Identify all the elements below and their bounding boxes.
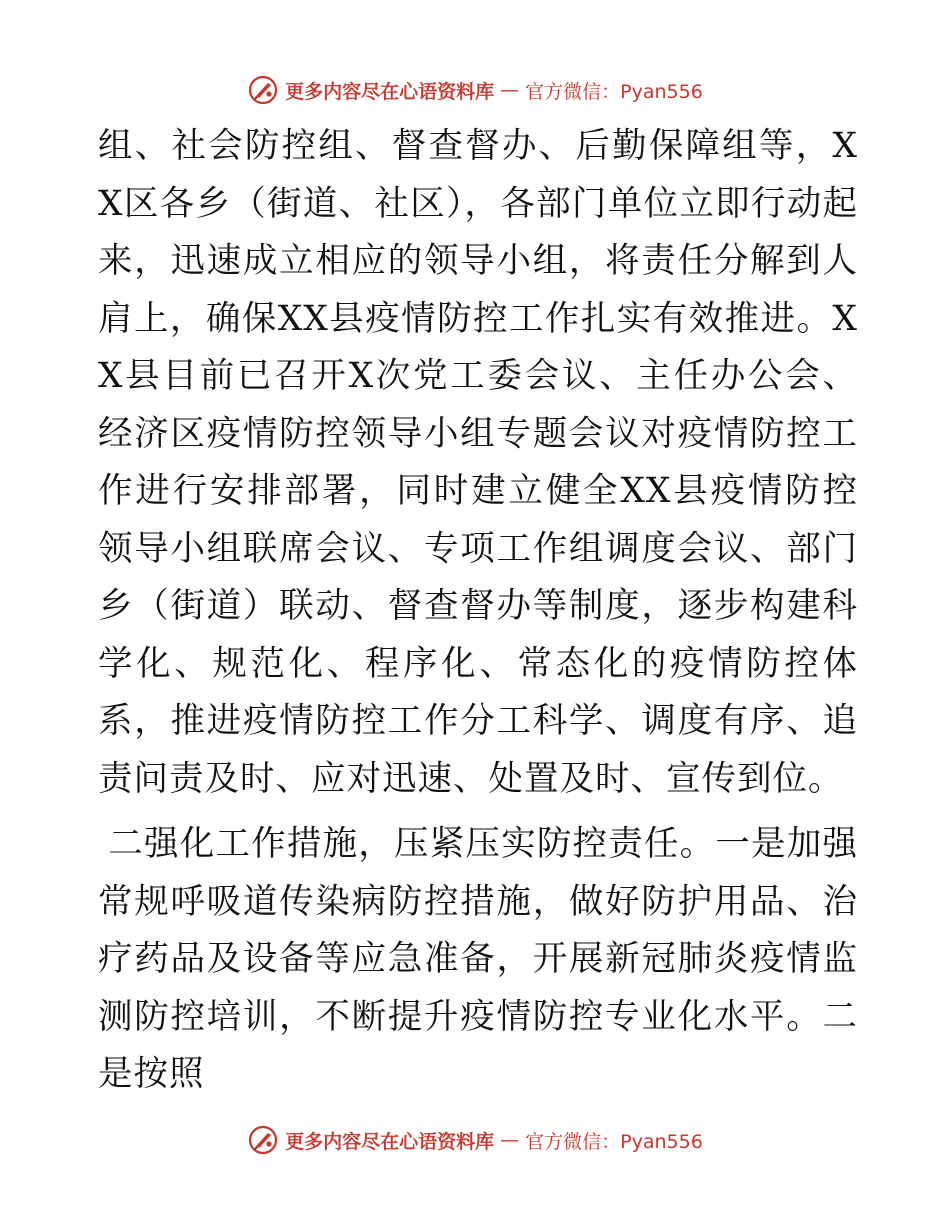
header-brand-text: 更多内容尽在心语资料库 [285, 80, 495, 103]
footer-brand-text: 更多内容尽在心语资料库 [285, 1130, 495, 1153]
footer-separator: — [500, 1129, 520, 1151]
header-separator: — [500, 79, 520, 101]
footer-banner [0, 1120, 950, 1160]
footer-wechat-text: 官方微信：Pyan556 [525, 1130, 703, 1153]
quill-seal-icon [247, 1124, 279, 1156]
body-paragraph-2: 二强化工作措施，压紧压实防控责任。一是加强常规呼吸道传染病防控措施，做好防护用品、治疗药品及设备等应急准备，开展新冠肺炎疫情监测防控培训，不断提升疫情防控专业化水平。二是按照 [98, 824, 858, 1094]
document-body [98, 118, 858, 1104]
body-paragraph-1: 组、社会防控组、督查督办、后勤保障组等，XX区各乡（街道、社区），各部门单位立即行动起来，迅速成立相应的领导小组，将责任分解到人肩上，确保XX县疫情防控工作扎实有效推进。XX县目前已召开X次党工委会议、主任办公会、经济区疫情防控领导小组专题会议对疫情防控工作进行安排部署，同时建立健全XX县疫情防控领导小组联席会议、专项工作组调度会议、部门乡（街道）联动、督查督办等制度，逐步构建科学化、规范化、程序化、常态化的疫情防控体系，推进疫情防控工作分工科学、调度有序、追责问责及时、应对迅速、处置及时、宣传到位。 [98, 126, 858, 799]
header-banner [0, 70, 950, 110]
quill-seal-icon [247, 74, 279, 106]
header-wechat-text: 官方微信：Pyan556 [525, 80, 703, 103]
